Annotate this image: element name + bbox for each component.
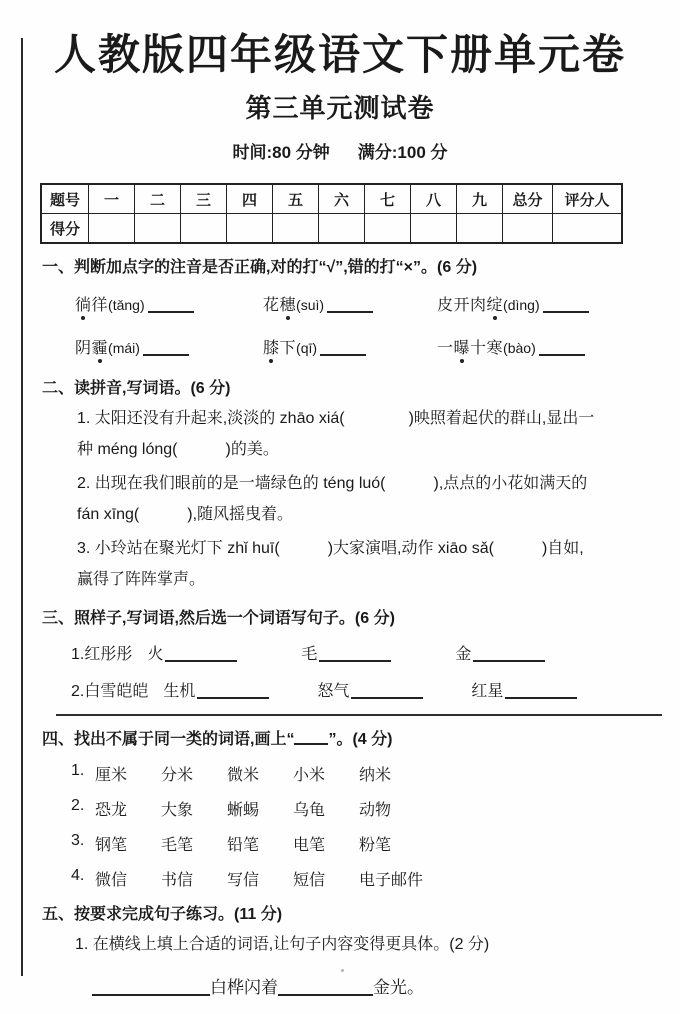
pinyin-text: (dìng) — [503, 297, 540, 314]
score-cell-empty — [181, 214, 227, 244]
exam-time: 时间:80 分钟 — [232, 143, 330, 163]
pinyin-text: (mái) — [108, 340, 140, 357]
word-option: 分米 — [161, 767, 194, 785]
section-4-heading — [42, 729, 652, 751]
row-number: 3. — [71, 832, 85, 850]
word-option: 恐龙 — [95, 802, 128, 820]
word-blank-group — [163, 678, 317, 704]
answer-blank — [92, 980, 210, 996]
pinyin-judgment-item — [75, 292, 263, 322]
score-cell-empty — [227, 214, 273, 244]
pinyin-judgment-item — [437, 292, 589, 322]
word-option: 短信 — [293, 872, 326, 890]
section-4-row — [71, 762, 680, 786]
section-3-row — [71, 678, 680, 704]
section-4-row — [71, 867, 680, 891]
section-3-heading: 三、照样子,写词语,然后选一个词语写句子。(6 分) — [42, 610, 395, 628]
word-option: 微米 — [227, 767, 260, 785]
word-text: 阴 — [75, 340, 92, 358]
word-prefix: 生机 — [163, 683, 196, 701]
score-col-header: 六 — [319, 184, 365, 214]
word-prefix: 火 — [147, 646, 164, 664]
word-option: 钢笔 — [95, 837, 128, 855]
pinyin-judgment-item — [263, 292, 437, 322]
page-subtitle: 第三单元测试卷 — [245, 93, 435, 124]
answer-blank — [327, 297, 373, 313]
score-table — [40, 183, 623, 244]
answer-blank — [165, 646, 237, 662]
pinyin-judgment-item — [75, 335, 263, 365]
word-blank-group — [471, 678, 625, 704]
word-option: 蜥蜴 — [227, 802, 260, 820]
fill-in-sentence — [92, 973, 680, 998]
word-option: 纳米 — [359, 767, 392, 785]
question-line: 2. 出现在我们眼前的是一墙绿色的 téng luó( ),点点的小花如满天的 — [77, 475, 588, 493]
score-cell-empty — [365, 214, 411, 244]
word-text: 皮开肉 — [437, 297, 487, 315]
example-word: 2.白雪皑皑 — [71, 683, 149, 701]
page-title: 人教版四年级语文下册单元卷 — [53, 31, 626, 78]
question-line: 3. 小玲站在聚光灯下 zhǐ huī( )大家演唱,动作 xiāo sǎ( )自如, — [77, 540, 584, 558]
section-2-item — [77, 533, 680, 595]
dotted-char: 绽 — [487, 292, 504, 315]
score-col-header: 题号 — [41, 184, 89, 214]
answer-blank — [319, 646, 391, 662]
word-blank-group — [317, 678, 471, 704]
score-row-label: 得分 — [41, 214, 89, 244]
score-col-header: 总分 — [503, 184, 553, 214]
question-line: 种 méng lóng( )的美。 — [77, 441, 279, 459]
word-text: 花 — [263, 297, 280, 315]
score-col-header: 四 — [227, 184, 273, 214]
section-5-heading: 五、按要求完成句子练习。(11 分) — [42, 906, 283, 924]
word-text: 十寒 — [470, 340, 504, 358]
answer-blank — [351, 683, 423, 699]
word-prefix: 金 — [455, 646, 472, 664]
word-blank-group — [301, 641, 455, 667]
section-3-row — [71, 641, 680, 667]
score-cell-empty — [89, 214, 135, 244]
pinyin-text: (suì) — [296, 297, 325, 314]
answer-blank — [320, 340, 366, 356]
answer-blank — [505, 683, 577, 699]
scan-artifact-dot — [341, 969, 344, 972]
word-text: 下 — [279, 340, 297, 358]
section-divider-line — [56, 714, 662, 716]
dotted-char: 曝 — [454, 335, 471, 358]
answer-blank — [543, 297, 589, 313]
answer-blank — [197, 683, 269, 699]
word-prefix: 毛 — [301, 646, 318, 664]
score-cell-empty — [273, 214, 319, 244]
pinyin-text: (tǎng) — [108, 297, 145, 314]
question-line: fán xīng( ),随风摇曳着。 — [77, 506, 294, 524]
section-4-row — [71, 832, 680, 856]
section-5-item: 1. 在横线上填上合适的词语,让句子内容变得更具体。(2 分) — [75, 936, 490, 954]
score-col-header: 三 — [181, 184, 227, 214]
word-option: 微信 — [95, 872, 128, 890]
word-blank-group — [455, 641, 609, 667]
dotted-char: 膝 — [263, 335, 280, 358]
heading-text: ”。(4 分) — [328, 731, 393, 749]
word-option: 厘米 — [95, 767, 128, 785]
score-cell-empty — [503, 214, 553, 244]
word-option: 粉笔 — [359, 837, 392, 855]
score-cell-empty — [411, 214, 457, 244]
word-option: 毛笔 — [161, 837, 194, 855]
score-table-score-row — [41, 214, 622, 244]
score-col-header: 九 — [457, 184, 503, 214]
inline-blank — [294, 729, 328, 745]
score-cell-empty — [135, 214, 181, 244]
score-col-header: 七 — [365, 184, 411, 214]
word-text: 一 — [437, 340, 454, 358]
word-text: 徉 — [91, 297, 109, 315]
word-option: 书信 — [161, 872, 194, 890]
row-number: 2. — [71, 797, 85, 815]
section-1-heading: 一、判断加点字的注音是否正确,对的打“√”,错的打“×”。(6 分) — [42, 259, 478, 277]
score-col-header: 五 — [273, 184, 319, 214]
word-option: 乌龟 — [293, 802, 326, 820]
dotted-char: 穗 — [280, 292, 297, 315]
score-cell-empty — [457, 214, 503, 244]
word-prefix: 怒气 — [317, 683, 350, 701]
heading-text: 四、找出不属于同一类的词语,画上“ — [42, 731, 295, 749]
exam-full-score: 满分:100 分 — [357, 143, 448, 163]
word-option: 大象 — [161, 802, 194, 820]
answer-blank — [143, 340, 189, 356]
word-option: 电笔 — [293, 837, 326, 855]
section-2-item — [77, 468, 680, 530]
answer-blank — [539, 340, 585, 356]
pinyin-judgment-item — [437, 335, 585, 365]
section-1-row — [75, 335, 680, 365]
question-line: 赢得了阵阵掌声。 — [77, 571, 206, 589]
row-number: 4. — [71, 867, 85, 885]
word-prefix: 红星 — [471, 683, 504, 701]
word-option: 小米 — [293, 767, 326, 785]
word-option: 写信 — [227, 872, 260, 890]
word-option: 铅笔 — [227, 837, 260, 855]
word-option: 电子邮件 — [359, 872, 424, 890]
row-number: 1. — [71, 762, 85, 780]
page-binding-rule — [21, 38, 23, 976]
word-option: 动物 — [359, 802, 392, 820]
pinyin-judgment-item — [263, 335, 437, 365]
section-2-item — [77, 403, 680, 465]
dotted-char: 徜 — [75, 292, 92, 315]
sentence-text: 白桦闪着 — [210, 978, 278, 998]
answer-blank — [473, 646, 545, 662]
score-cell-empty — [319, 214, 365, 244]
answer-blank — [278, 980, 373, 996]
exam-meta — [0, 138, 680, 163]
pinyin-text: (qī) — [296, 340, 318, 357]
dotted-char: 霾 — [92, 335, 109, 358]
score-col-header: 评分人 — [553, 184, 623, 214]
pinyin-text: (bào) — [503, 340, 536, 357]
score-table-header-row — [41, 184, 622, 214]
sentence-text: 金光。 — [373, 978, 424, 998]
score-col-header: 八 — [411, 184, 457, 214]
score-col-header: 一 — [89, 184, 135, 214]
example-word: 1.红彤彤 — [71, 646, 133, 664]
score-cell-empty — [553, 214, 623, 244]
score-col-header: 二 — [135, 184, 181, 214]
question-line: 1. 太阳还没有升起来,淡淡的 zhāo xiá( )映照着起伏的群山,显出一 — [77, 410, 595, 428]
answer-blank — [148, 297, 194, 313]
section-2-heading: 二、读拼音,写词语。(6 分) — [42, 380, 231, 398]
section-1-row — [75, 292, 680, 322]
section-4-row — [71, 797, 680, 821]
word-blank-group — [147, 641, 301, 667]
